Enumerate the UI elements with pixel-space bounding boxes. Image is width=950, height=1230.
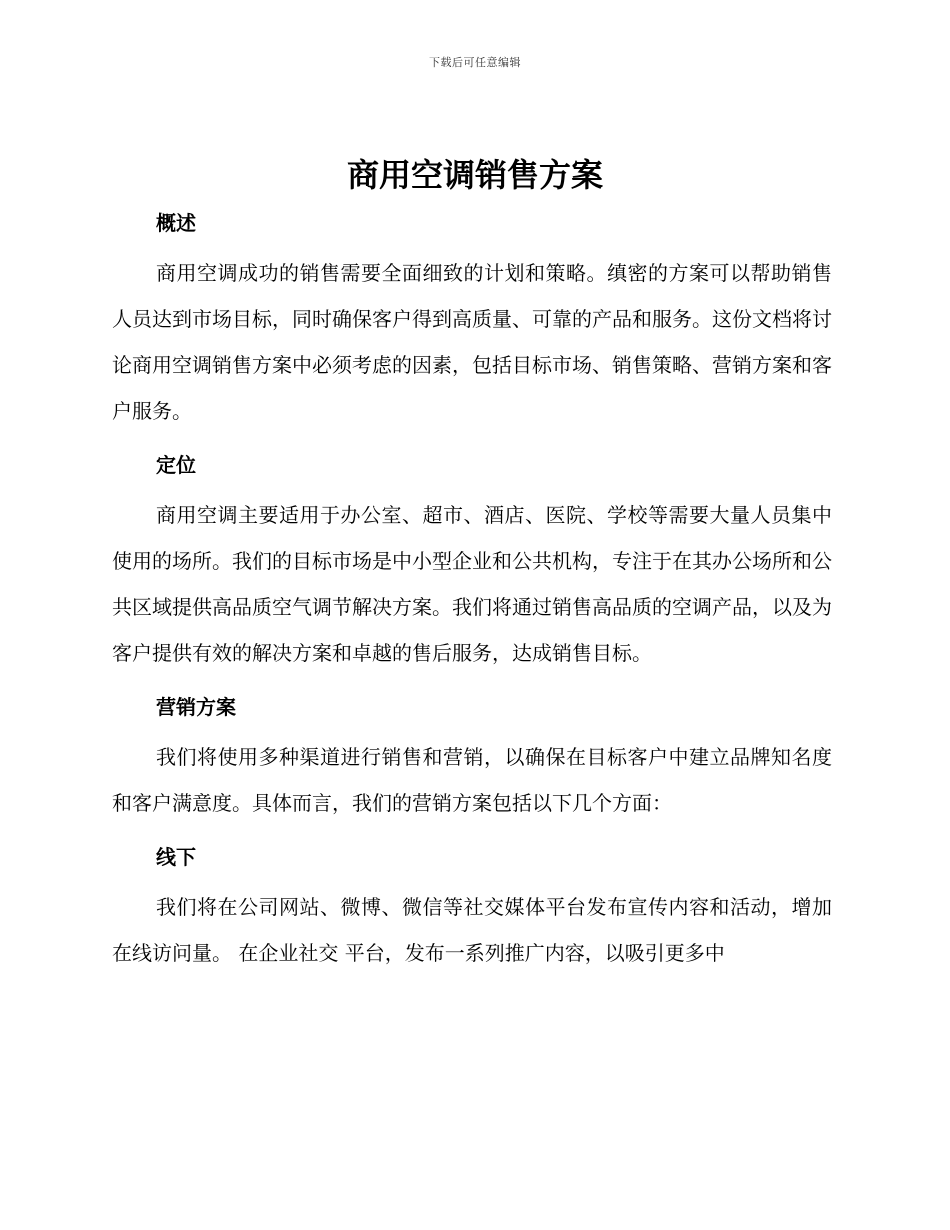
section-body-overview: 商用空调成功的销售需要全面细致的计划和策略。缜密的方案可以帮助销售人员达到市场目标，同时确保客户得到高质量、可靠的产品和服务。这份文档将讨论商用空调销售方案中必须考虑的因素，包括目标市场、销售策略、营销方案和客户服务。 <box>112 261 832 423</box>
document-body <box>112 200 832 984</box>
header-note: 下载后可任意编辑 <box>429 56 521 69</box>
section-heading-overview: 概述 <box>156 211 196 235</box>
document-title: 商用空调销售方案 <box>346 156 603 194</box>
section-heading-marketing: 营销方案 <box>156 695 236 719</box>
section-heading-positioning: 定位 <box>156 453 196 477</box>
section-body-positioning: 商用空调主要适用于办公室、超市、酒店、医院、学校等需要大量人员集中使用的场所。我们的目标市场是中小型企业和公共机构，专注于在其办公场所和公共区域提供高品质空气调节解决方案。我们将通过销售高品质的空调产品，以及为客户提供有效的解决方案和卓越的售后服务，达成销售目标。 <box>112 503 832 665</box>
section-heading-offline: 线下 <box>156 845 196 869</box>
section-body-offline: 我们将在公司网站、微博、微信等社交媒体平台发布宣传内容和活动，增加在线访问量。 在企业社交 平台，发布一系列推广内容，以吸引更多中 <box>112 895 832 965</box>
section-body-marketing: 我们将使用多种渠道进行销售和营销，以确保在目标客户中建立品牌知名度和客户满意度。具体而言，我们的营销方案包括以下几个方面： <box>112 745 832 815</box>
